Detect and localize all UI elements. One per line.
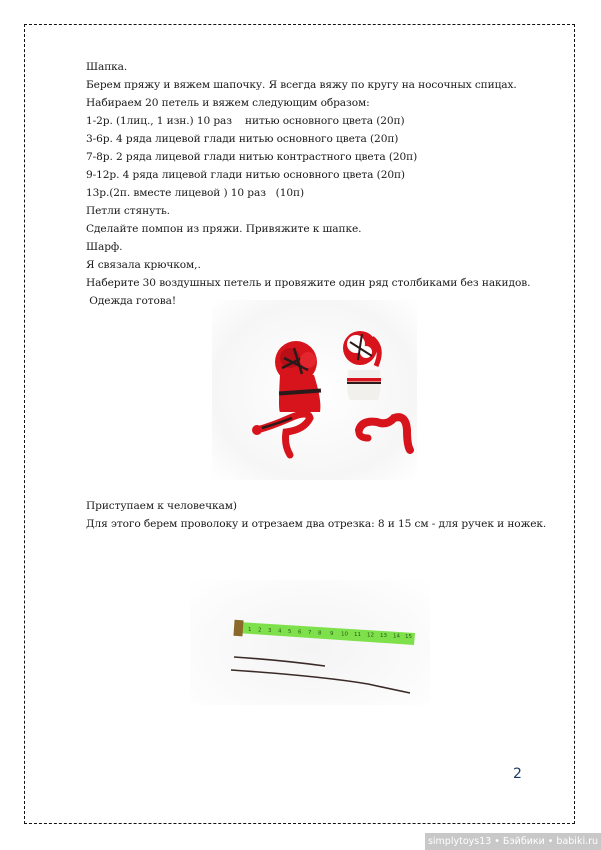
svg-text:1: 1 <box>248 627 252 633</box>
svg-text:7: 7 <box>308 630 312 636</box>
svg-text:13: 13 <box>380 633 387 639</box>
text-line: 1-2р. (1лиц., 1 изн.) 10 раз нитью основного цвета (20п) <box>86 115 405 127</box>
tape-and-wire-photo <box>190 580 430 705</box>
white-hat-illustration <box>343 331 381 400</box>
red-curly-scarf-illustration <box>359 417 410 450</box>
text-line: Приступаем к человечкам) <box>86 500 237 512</box>
text-line: Петли стянуть. <box>86 205 170 217</box>
text-line: 3-6р. 4 ряда лицевой глади нитью основного цвета (20п) <box>86 133 399 145</box>
instructions-text-top <box>86 58 546 310</box>
svg-text:8: 8 <box>318 630 322 637</box>
knitted-hats-photo <box>212 300 417 480</box>
svg-text:2: 2 <box>258 627 262 634</box>
svg-text:15: 15 <box>405 634 412 640</box>
svg-text:14: 14 <box>393 633 400 640</box>
svg-text:3: 3 <box>268 628 272 634</box>
text-line: Я связала крючком,. <box>86 259 201 271</box>
text-line: Наберите 30 воздушных петель и провяжите один ряд столбиками без накидов. <box>86 277 531 289</box>
svg-text:10: 10 <box>341 631 348 638</box>
svg-text:6: 6 <box>298 629 302 636</box>
text-line: Сделайте помпон из пряжи. Привяжите к шапке. <box>86 223 362 235</box>
page-number: 2 <box>513 766 522 782</box>
text-line: Одежда готова! <box>86 295 177 307</box>
measuring-tape-illustration <box>233 620 415 645</box>
text-line: Берем пряжу и вяжем шапочку. Я всегда вяжу по кругу на носочных спицах. <box>86 79 517 91</box>
svg-text:5: 5 <box>288 629 292 635</box>
heading-hat: Шапка. <box>86 61 128 73</box>
text-line: Набираем 20 петель и вяжем следующим образом: <box>86 97 370 109</box>
watermark-bar: simplytoys13 • Бэйбики • babiki.ru <box>425 833 601 850</box>
long-wire-illustration <box>231 670 410 693</box>
svg-text:9: 9 <box>330 631 334 637</box>
red-hat-illustration <box>275 341 321 412</box>
heading-scarf: Шарф. <box>86 241 123 253</box>
text-line: Для этого берем проволоку и отрезаем два отрезка: 8 и 15 см - для ручек и ножек. <box>86 518 547 530</box>
text-line: 9-12р. 4 ряда лицевой глади нитью основного цвета (20п) <box>86 169 405 181</box>
svg-text:4: 4 <box>278 628 282 635</box>
text-line: 13р.(2п. вместе лицевой ) 10 раз (10п) <box>86 187 304 199</box>
svg-text:12: 12 <box>367 632 374 639</box>
red-black-scarf-illustration <box>252 414 310 455</box>
short-wire-illustration <box>234 657 325 666</box>
instructions-text-bottom <box>86 497 546 533</box>
text-line: 7-8р. 2 ряда лицевой глади нитью контрастного цвета (20п) <box>86 151 418 163</box>
svg-text:11: 11 <box>354 632 361 638</box>
